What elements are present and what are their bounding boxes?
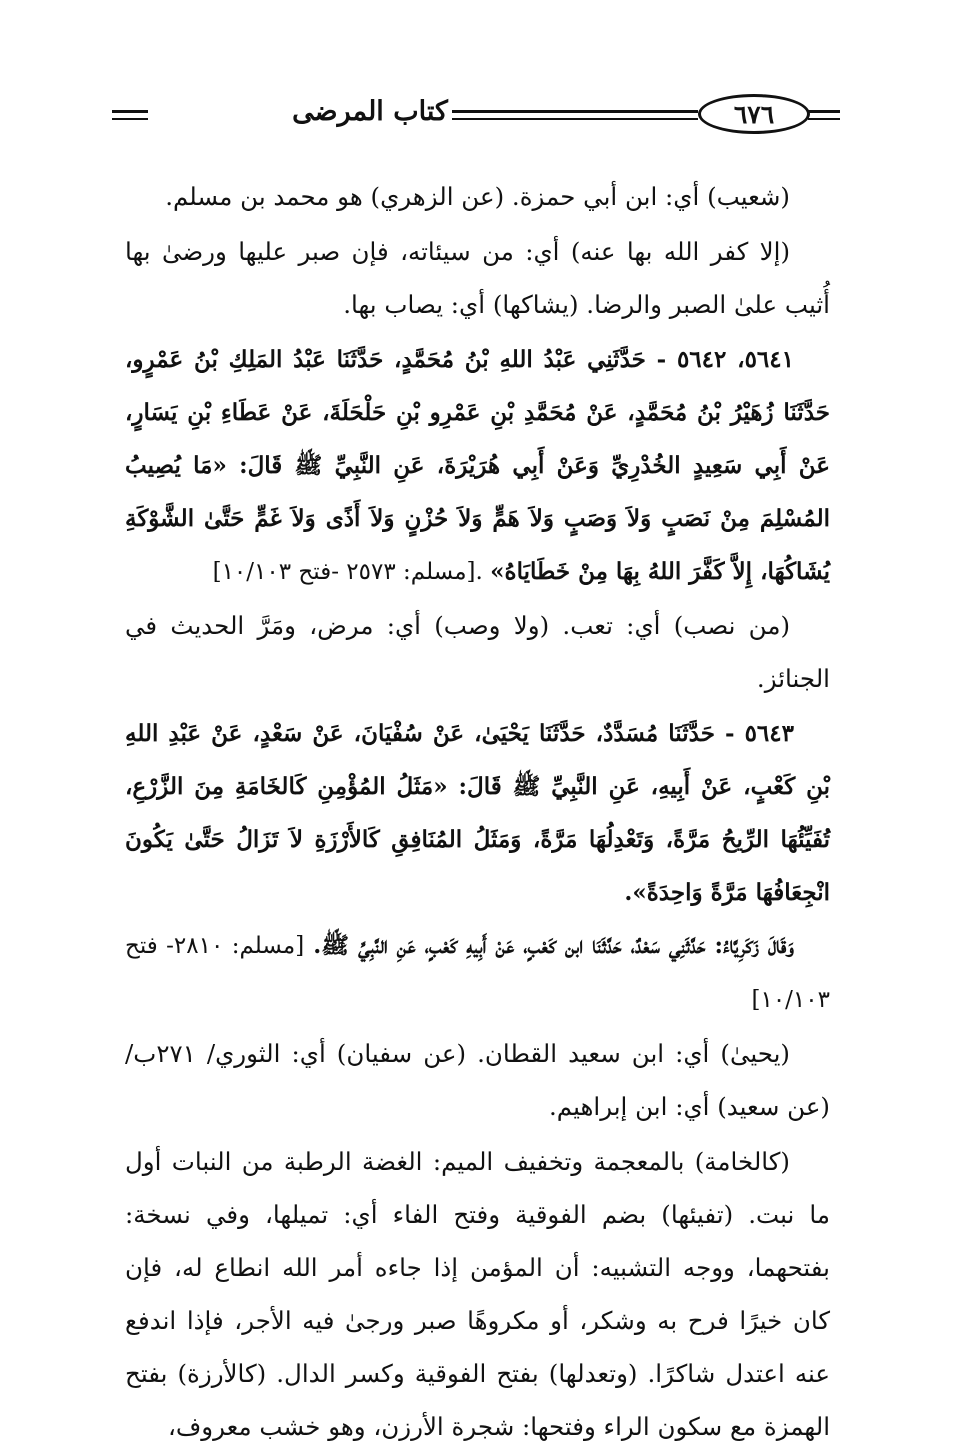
paragraph-text: (من نصب) أي: تعب. (ولا وصب) أي: مرض، ومَرَّ الحديث في الجنائز. bbox=[125, 611, 830, 693]
commentary-paragraph bbox=[125, 170, 830, 223]
paragraph-text: (كالخامة) بالمعجمة وتخفيف الميم: الغضة الرطبة من النبات أول ما نبت. (تفيئها) بضم الفوقية وفتح الفاء أي: تميلها، وفي نسخة: بفتحهما، ووجه التشبيه: أن المؤمن إذا جاءه أمر الله انطاع له، فإن كان خيرًا فرح به وشكر، أو مكروهًا صبر ورجىٰ فيه الأجر، فإذا اندفع عنه اعتدل شاكرًا. (وتعدلها) بفتح الفوقية وكسر الدال. (كالأرزة) بفتح الهمزة مع سكون الراء وفتحها: شجرة الأرزن، وهو خشب معروف، bbox=[125, 1147, 830, 1441]
header-rule-right-bottom bbox=[808, 118, 840, 120]
commentary-paragraph bbox=[125, 1027, 830, 1133]
running-title: كتاب المرضى bbox=[292, 96, 448, 127]
hadith-text: ٥٦٤٣ - حَدَّثَنَا مُسَدَّدٌ، حَدَّثَنَا يَحْيَىٰ، عَنْ سُفْيَانَ، عَنْ سَعْدٍ، عَنْ عَبْدِ اللهِ بْنِ كَعْبٍ، عَنْ أَبِيهِ، عَنِ النَّبِيِّ ﷺ قَالَ: «مَثَلُ المُؤْمِنِ كَالخَامَةِ مِنَ الزَّرْعِ، تُفَيِّئُهَا الرِّيحُ مَرَّةً، وَتَعْدِلُهَا مَرَّةً، وَمَثَلُ المُنَافِقِ كَالأَرْزَةِ لاَ تَزَالُ حَتَّىٰ يَكُونَ انْجِعَافُهَا مَرَّةً وَاحِدَةً». bbox=[125, 720, 830, 906]
commentary-paragraph bbox=[125, 599, 830, 705]
commentary-paragraph bbox=[125, 1135, 830, 1453]
header-rule-left-bottom bbox=[112, 118, 148, 120]
hadith-paragraph bbox=[125, 707, 830, 919]
page-number-badge bbox=[698, 94, 810, 134]
hadith-reference: .[مسلم: ٢٥٧٣ -فتح ١٠/١٠٣] bbox=[212, 559, 491, 585]
header-rule-right-top bbox=[808, 110, 840, 113]
page-number: ٦٧٦ bbox=[733, 99, 775, 129]
commentary-paragraph bbox=[125, 225, 830, 331]
hadith-paragraph bbox=[125, 919, 830, 1027]
hadith-text: وَقَالَ زَكَرِيَّاءُ: حَدَّثَنِي سَعْدٌ، حَدَّثَنَا ابن كَعْبٍ، عَنْ أَبِيهِ كَعْبٍ، عَنِ النَّبِيِّ ﷺ. bbox=[313, 932, 794, 959]
header-rule-left-top bbox=[112, 110, 148, 113]
paragraph-text: (شعيب) أي: ابن أبي حمزة. (عن الزهري) هو محمد بن مسلم. bbox=[165, 182, 790, 211]
header-rule-middle-bottom bbox=[452, 118, 698, 120]
hadith-text: ٥٦٤١، ٥٦٤٢ - حَدَّثَنِي عَبْدُ اللهِ بْنُ مُحَمَّدٍ، حَدَّثَنَا عَبْدُ المَلِكِ بْنُ عَمْرٍو، حَدَّثَنَا زُهَيْرُ بْنُ مُحَمَّدٍ، عَنْ مُحَمَّدِ بْنِ عَمْرِو بْنِ حَلْحَلَةَ، عَنْ عَطَاءِ بْنِ يَسَارٍ، عَنْ أَبِي سَعِيدٍ الخُدْرِيِّ وَعَنْ أَبِي هُرَيْرَةَ، عَنِ النَّبِيِّ ﷺ قَالَ: «مَا يُصِيبُ المُسْلِمَ مِنْ نَصَبٍ وَلاَ وَصَبٍ وَلاَ هَمٍّ وَلاَ حُزْنٍ وَلاَ أَذًى وَلاَ غَمٍّ حَتَّىٰ الشَّوْكَةِ يُشَاكُهَا، إِلاَّ كَفَّرَ اللهُ بِهَا مِنْ خَطَايَاهُ» bbox=[125, 346, 830, 585]
header-rule-middle-top bbox=[452, 110, 698, 113]
hadith-reference: [مسلم: ٢٨١٠- فتح ١٠/١٠٣] bbox=[125, 933, 830, 1013]
paragraph-text: (إلا كفر الله بها عنه) أي: من سيئاته، فإن صبر عليها ورضىٰ بها أُثيب علىٰ الصبر والرضا. (يشاكها) أي: يصاب بها. bbox=[125, 237, 830, 319]
page-header bbox=[112, 92, 840, 144]
page-body bbox=[125, 170, 830, 1455]
paragraph-text: (يحيىٰ) أي: ابن سعيد القطان. (عن سفيان) أي: الثوري/ ٢٧١ب/ (عن سعيد) أي: ابن إبراهيم. bbox=[125, 1039, 830, 1121]
hadith-paragraph bbox=[125, 333, 830, 599]
